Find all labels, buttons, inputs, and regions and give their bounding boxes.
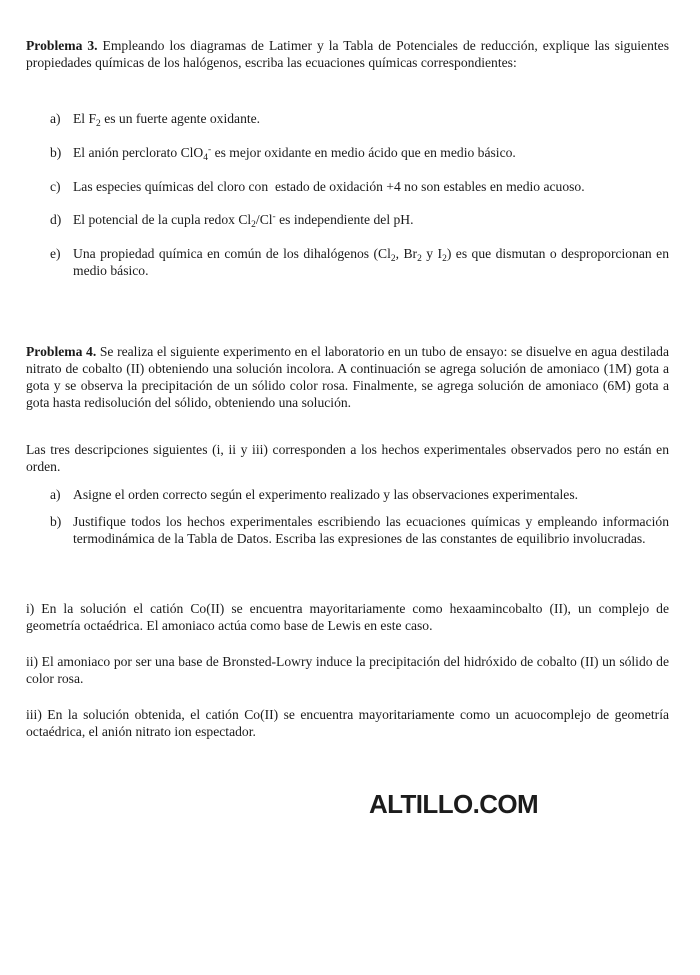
problem3-intro: Empleando los diagramas de Latimer y la Tabla de Potenciales de reducción, explique las siguientes propiedades químicas de los halógenos, escriba las ecuaciones químicas correspondientes: (26, 38, 669, 70)
item-label: e) (50, 246, 61, 261)
problem3-statement (26, 37, 669, 71)
problem4-statement (26, 343, 669, 411)
item-label: c) (50, 179, 61, 194)
item-text: Las especies químicas del cloro con estado de oxidación +4 no son estables en medio acuoso. (73, 179, 585, 194)
item-label: d) (50, 212, 62, 227)
item-text: El anión perclorato ClO$_4$- es mejor oxidante en medio ácido que en medio básico. (73, 145, 516, 163)
item-text: Asigne el orden correcto según el experimento realizado y las observaciones experimentales. (73, 487, 579, 502)
problem4-title: Problema 4. (26, 344, 97, 359)
item-text: El potencial de la cupla redox $Cl_2/Cl^-$ es independiente del pH. (73, 212, 414, 230)
item-text: Justifique todos los hechos experimentales escribiendo las ecuaciones químicas y empleando información termodinámica de la Tabla de Datos. Escriba las expresiones de las constantes de equilibrio involucradas. (73, 514, 669, 546)
altillo-watermark-logo: ALTILLO.COM (369, 789, 539, 819)
problem3-title: Problema 3. (26, 38, 98, 53)
item-label: b) (50, 145, 62, 160)
item-label: b) (50, 514, 62, 529)
item-text: Una propiedad química en común de los dihalógenos ($Cl_2$, $Br_2$ y $I_2$) es que dismutan o desproporcionan en medio básico. (73, 246, 669, 278)
item-label: a) (50, 111, 61, 126)
description-iii: iii) En la solución obtenida, el catión Co(II) se encuentra mayoritariamente como un acuocomplejo de geometría octaédrica, el anión nitrato ion espectador. (26, 707, 669, 739)
description-i: i) En la solución el catión Co(II) se encuentra mayoritariamente como hexaamincobalto (II), un complejo de geometría octaédrica. El amoniaco actúa como base de Lewis en este caso. (26, 601, 669, 633)
problem4-instructions: Las tres descripciones siguientes (i, ii y iii) corresponden a los hechos experimentales observados pero no están en orden. (26, 442, 669, 474)
item-text: El $F_2$ es un fuerte agente oxidante. (73, 111, 261, 129)
description-ii: ii) El amoniaco por ser una base de Bronsted-Lowry induce la precipitación del hidróxido de cobalto (II) un sólido de color rosa. (26, 654, 669, 686)
item-label: a) (50, 487, 61, 502)
problem4-intro: Se realiza el siguiente experimento en el laboratorio en un tubo de ensayo: se disuelve en agua destilada nitrato de cobalto (II) obteniendo una solución incolora. A continuación se agrega solución de amoniaco (1M) gota a gota y se observa la precipitación de un sólido color rosa. Finalmente, se agrega solución de amoniaco (6M) gota a gota hasta redisolución del sólido, obteniendo una solución. (26, 344, 669, 410)
